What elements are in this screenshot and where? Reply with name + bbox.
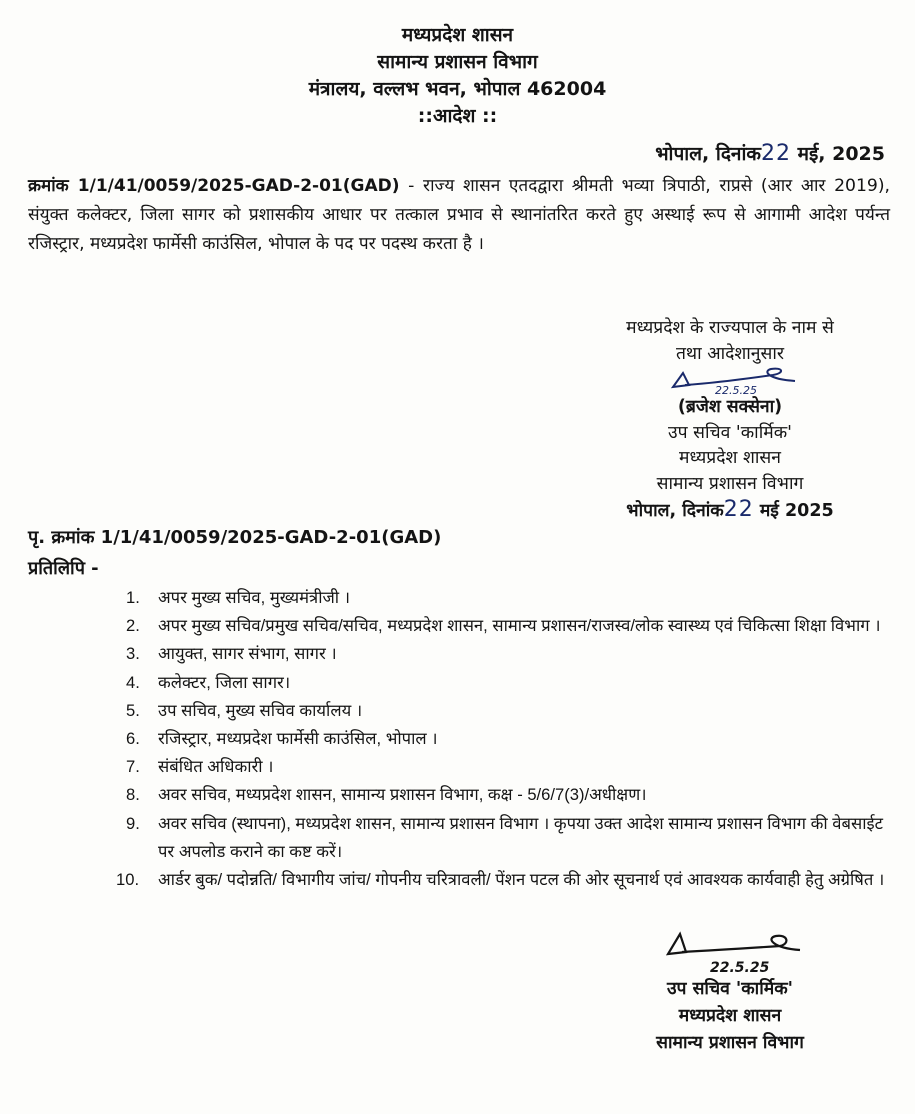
signatory-date-suffix: मई 2025 <box>759 501 834 521</box>
copy-to-label: प्रतिलिपि - <box>28 558 99 579</box>
list-item-text: अपर मुख्य सचिव, मुख्यमंत्रीजी । <box>158 588 351 607</box>
order-number: क्रमांक 1/1/41/0059/2025-GAD-2-01(GAD) <box>28 176 400 196</box>
signatory-date-prefix: भोपाल, दिनांक <box>626 501 724 521</box>
letterhead <box>0 22 915 130</box>
order-date-day-handwritten: 22 <box>760 141 791 166</box>
copy-order-number: पृ. क्रमांक 1/1/41/0059/2025-GAD-2-01(GAD) <box>28 527 442 548</box>
list-item-text: संबंधित अधिकारी । <box>158 757 274 777</box>
order-paragraph <box>28 172 890 259</box>
list-item <box>122 584 900 612</box>
list-item-number: 5. <box>126 700 140 720</box>
list-item <box>122 640 900 668</box>
list-item-number: 4. <box>126 672 140 692</box>
list-item-number: 8. <box>126 785 140 805</box>
list-item-number: 2. <box>126 616 140 636</box>
on-behalf-line-2: तथा आदेशानुसार <box>675 343 785 364</box>
list-item-text: अवर सचिव (स्थापना), मध्यप्रदेश शासन, सामान्य प्रशासन विभाग । कृपया उक्त आदेश सामान्य प्रशासन विभाग की वेबसाईट पर अपलोड कराने का कष्ट करें। <box>158 813 884 861</box>
order-heading: ::आदेश :: <box>417 105 498 127</box>
signatory-2-designation: उप सचिव 'कार्मिक' <box>666 979 794 999</box>
letterhead-department: सामान्य प्रशासन विभाग <box>377 51 538 73</box>
signatory-designation: उप सचिव 'कार्मिक' <box>668 422 792 443</box>
signatory-name: (ब्रजेश सक्सेना) <box>677 397 783 417</box>
copy-recipients-list <box>116 584 900 894</box>
list-item-text: आयुक्त, सागर संभाग, सागर । <box>158 644 337 664</box>
list-item-text: रजिस्ट्रार, मध्यप्रदेश फार्मेसी काउंसिल, भोपाल । <box>158 729 438 749</box>
list-item-text: अपर मुख्य सचिव/प्रमुख सचिव/सचिव, मध्यप्रदेश शासन, सामान्य प्रशासन/राजस्व/लोक स्वास्थ्य एवं चिकित्सा शिक्षा विभाग । <box>158 616 881 636</box>
signatory-block-2 <box>580 926 880 1057</box>
list-item-number: 1. <box>126 588 140 607</box>
list-item-text: आर्डर बुक/ पदोन्नति/ विभागीय जांच/ गोपनीय चरित्रावली/ पेंशन पटल की ओर सूचनार्थ एवं आवश्यक कार्यवाही हेतु अग्रेषित । <box>158 870 885 890</box>
signature-2-date: 22.5.25 <box>710 960 770 976</box>
list-item <box>122 697 900 725</box>
letterhead-address: मंत्रालय, वल्लभ भवन, भोपाल 462004 <box>308 78 607 100</box>
list-item <box>122 725 900 753</box>
list-item-number: 7. <box>126 757 140 777</box>
list-item-number: 6. <box>126 729 140 749</box>
signature-1-date: 22.5.25 <box>715 384 757 395</box>
signatory-date <box>560 497 900 525</box>
signatory-block-1 <box>560 316 900 525</box>
list-item <box>122 810 900 866</box>
signatory-2-org-2: सामान्य प्रशासन विभाग <box>656 1033 804 1053</box>
signatory-2-org-1: मध्यप्रदेश शासन <box>678 1006 782 1026</box>
signatory-date-day: 22 <box>723 497 754 522</box>
list-item-number: 9. <box>126 813 140 833</box>
order-date-prefix: भोपाल, दिनांक <box>655 143 761 165</box>
list-item <box>122 669 900 697</box>
on-behalf-line-1: मध्यप्रदेश के राज्यपाल के नाम से <box>626 318 834 338</box>
list-item-text: अवर सचिव, मध्यप्रदेश शासन, सामान्य प्रशासन विभाग, कक्ष - 5/6/7(3)/अधीक्षण। <box>158 785 647 805</box>
letterhead-government: मध्यप्रदेश शासन <box>401 24 514 46</box>
list-item <box>122 612 900 640</box>
order-date <box>655 140 885 166</box>
list-item <box>116 866 900 894</box>
signatory-org-2: सामान्य प्रशासन विभाग <box>656 473 804 494</box>
handwritten-signature-2 <box>640 926 820 976</box>
order-text: - राज्य शासन एतदद्वारा श्रीमती भव्या त्रिपाठी, राप्रसे (आर आर 2019), संयुक्त कलेक्टर, जिला सागर को प्रशासकीय आधार पर तत्काल प्रभाव से स्थानांतरित करते हुए अस्थाई रूप से आगामी आदेश पर्यन्त रजिस्ट्रार, मध्यप्रदेश फार्मेसी काउंसिल, भोपाल के पद पर पदस्थ करता है । <box>28 176 890 254</box>
list-item-text: कलेक्टर, जिला सागर। <box>158 672 291 692</box>
order-date-suffix: मई, 2025 <box>797 143 885 165</box>
handwritten-signature-1 <box>655 367 805 395</box>
list-item-text: उप सचिव, मुख्य सचिव कार्यालय । <box>158 700 363 720</box>
signatory-org-1: मध्यप्रदेश शासन <box>679 448 781 468</box>
list-item-number: 3. <box>126 644 140 664</box>
list-item <box>122 781 900 809</box>
list-item-number: 10. <box>116 870 140 890</box>
list-item <box>122 753 900 781</box>
